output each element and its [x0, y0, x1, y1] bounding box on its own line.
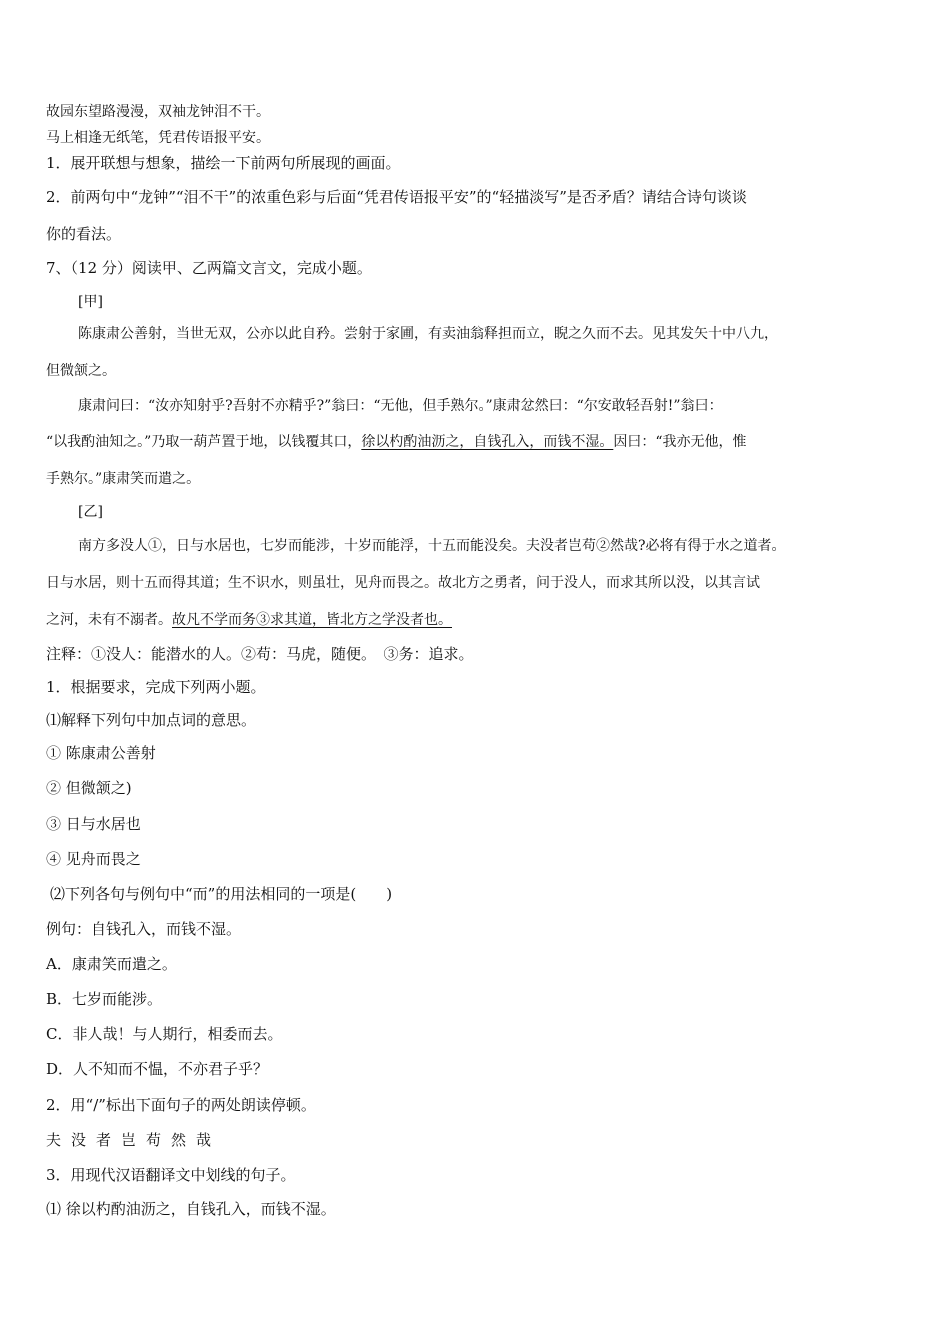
sub-question-1-2: ⑵下列各句与例句中“而”的用法相同的一项是( ): [50, 885, 393, 903]
sub-question-2: 2．用“/”标出下面句子的两处朗读停顿。: [46, 1096, 316, 1114]
sub-question-1: 1．根据要求，完成下列两小题。: [46, 678, 266, 696]
passage-jia-para-1-cont: 但微颔之。: [46, 363, 116, 379]
poem-line-2: 马上相逢无纸笔，凭君传语报平安。: [46, 130, 270, 146]
passage-jia-para-2: 康肃问曰：“汝亦知射乎?吾射不亦精乎?”翁曰：“无他，但手熟尔。”康肃忿然曰：“尔安敢轻吾射!”翁曰：: [78, 398, 723, 414]
poem-question-2: 2．前两句中“龙钟”“泪不干”的浓重色彩与后面“凭君传语报平安”的“轻描淡写”是否矛盾？请结合诗句谈谈: [46, 188, 747, 206]
passage-jia-para-2-cont: [46, 432, 747, 452]
question-7-heading: 7、（12 分）阅读甲、乙两篇文言文，完成小题。: [46, 259, 372, 277]
passage-yi-para-1: 南方多没人①，日与水居也，七岁而能涉，十岁而能浮，十五而能没矣。夫没者岂苟②然哉?必将有得于水之道者。: [78, 538, 786, 554]
option-d: D．人不知而不愠，不亦君子乎？: [46, 1060, 269, 1078]
word-item-2: ② 但微颔之): [46, 779, 132, 797]
jia-text-tail: 因曰：“我亦无他，惟: [613, 434, 747, 450]
pause-sentence: 夫没者岂苟然哉: [46, 1131, 222, 1149]
option-c: C．非人哉！与人期行，相委而去。: [46, 1025, 283, 1043]
sub-question-1-1: ⑴解释下列句中加点词的意思。: [46, 711, 257, 729]
underlined-sentence-2: 故凡不学而务③求其道，皆北方之学没者也。: [172, 612, 452, 628]
poem-line-1: 故园东望路漫漫，双袖龙钟泪不干。: [46, 104, 270, 120]
passage-jia-label: [甲]: [78, 294, 103, 310]
word-item-4: ④ 见舟而畏之: [46, 850, 141, 868]
yi-text: 之河，未有不溺者。: [46, 612, 172, 628]
option-a: A．康肃笑而遣之。: [46, 955, 177, 973]
passage-jia-para-2-end: 手熟尔。”康肃笑而遣之。: [46, 471, 201, 487]
passage-yi-para-1-line-2: 日与水居，则十五而得其道；生不识水，则虽壮，见舟而畏之。故北方之勇者，问于没人，而求其所以没，以其言试: [46, 575, 760, 591]
option-b: B．七岁而能涉。: [46, 990, 163, 1008]
word-item-1: ① 陈康肃公善射: [46, 744, 156, 762]
poem-question-2-cont: 你的看法。: [46, 225, 122, 243]
poem-question-1: 1．展开联想与想象，描绘一下前两句所展现的画面。: [46, 154, 401, 172]
passage-yi-label: [乙]: [78, 504, 103, 520]
example-sentence: 例句：自钱孔入，而钱不湿。: [46, 920, 242, 938]
passage-jia-para-1: 陈康肃公善射，当世无双，公亦以此自矜。尝射于家圃，有卖油翁释担而立，睨之久而不去。见其发矢十中八九，: [78, 326, 778, 342]
passage-yi-para-1-line-3: [46, 610, 452, 630]
sub-question-3-1: ⑴ 徐以杓酌油沥之，自钱孔入，而钱不湿。: [46, 1200, 336, 1218]
jia-text: “以我酌油知之。”乃取一葫芦置于地，以钱覆其口，: [46, 434, 362, 450]
underlined-sentence-1: 徐以杓酌油沥之，自钱孔入，而钱不湿。: [361, 434, 614, 450]
sub-question-3: 3．用现代汉语翻译文中划线的句子。: [46, 1166, 296, 1184]
word-item-3: ③ 日与水居也: [46, 815, 141, 833]
notes: 注释：①没人：能潜水的人。②苟：马虎，随便。 ③务：追求。: [46, 645, 474, 663]
